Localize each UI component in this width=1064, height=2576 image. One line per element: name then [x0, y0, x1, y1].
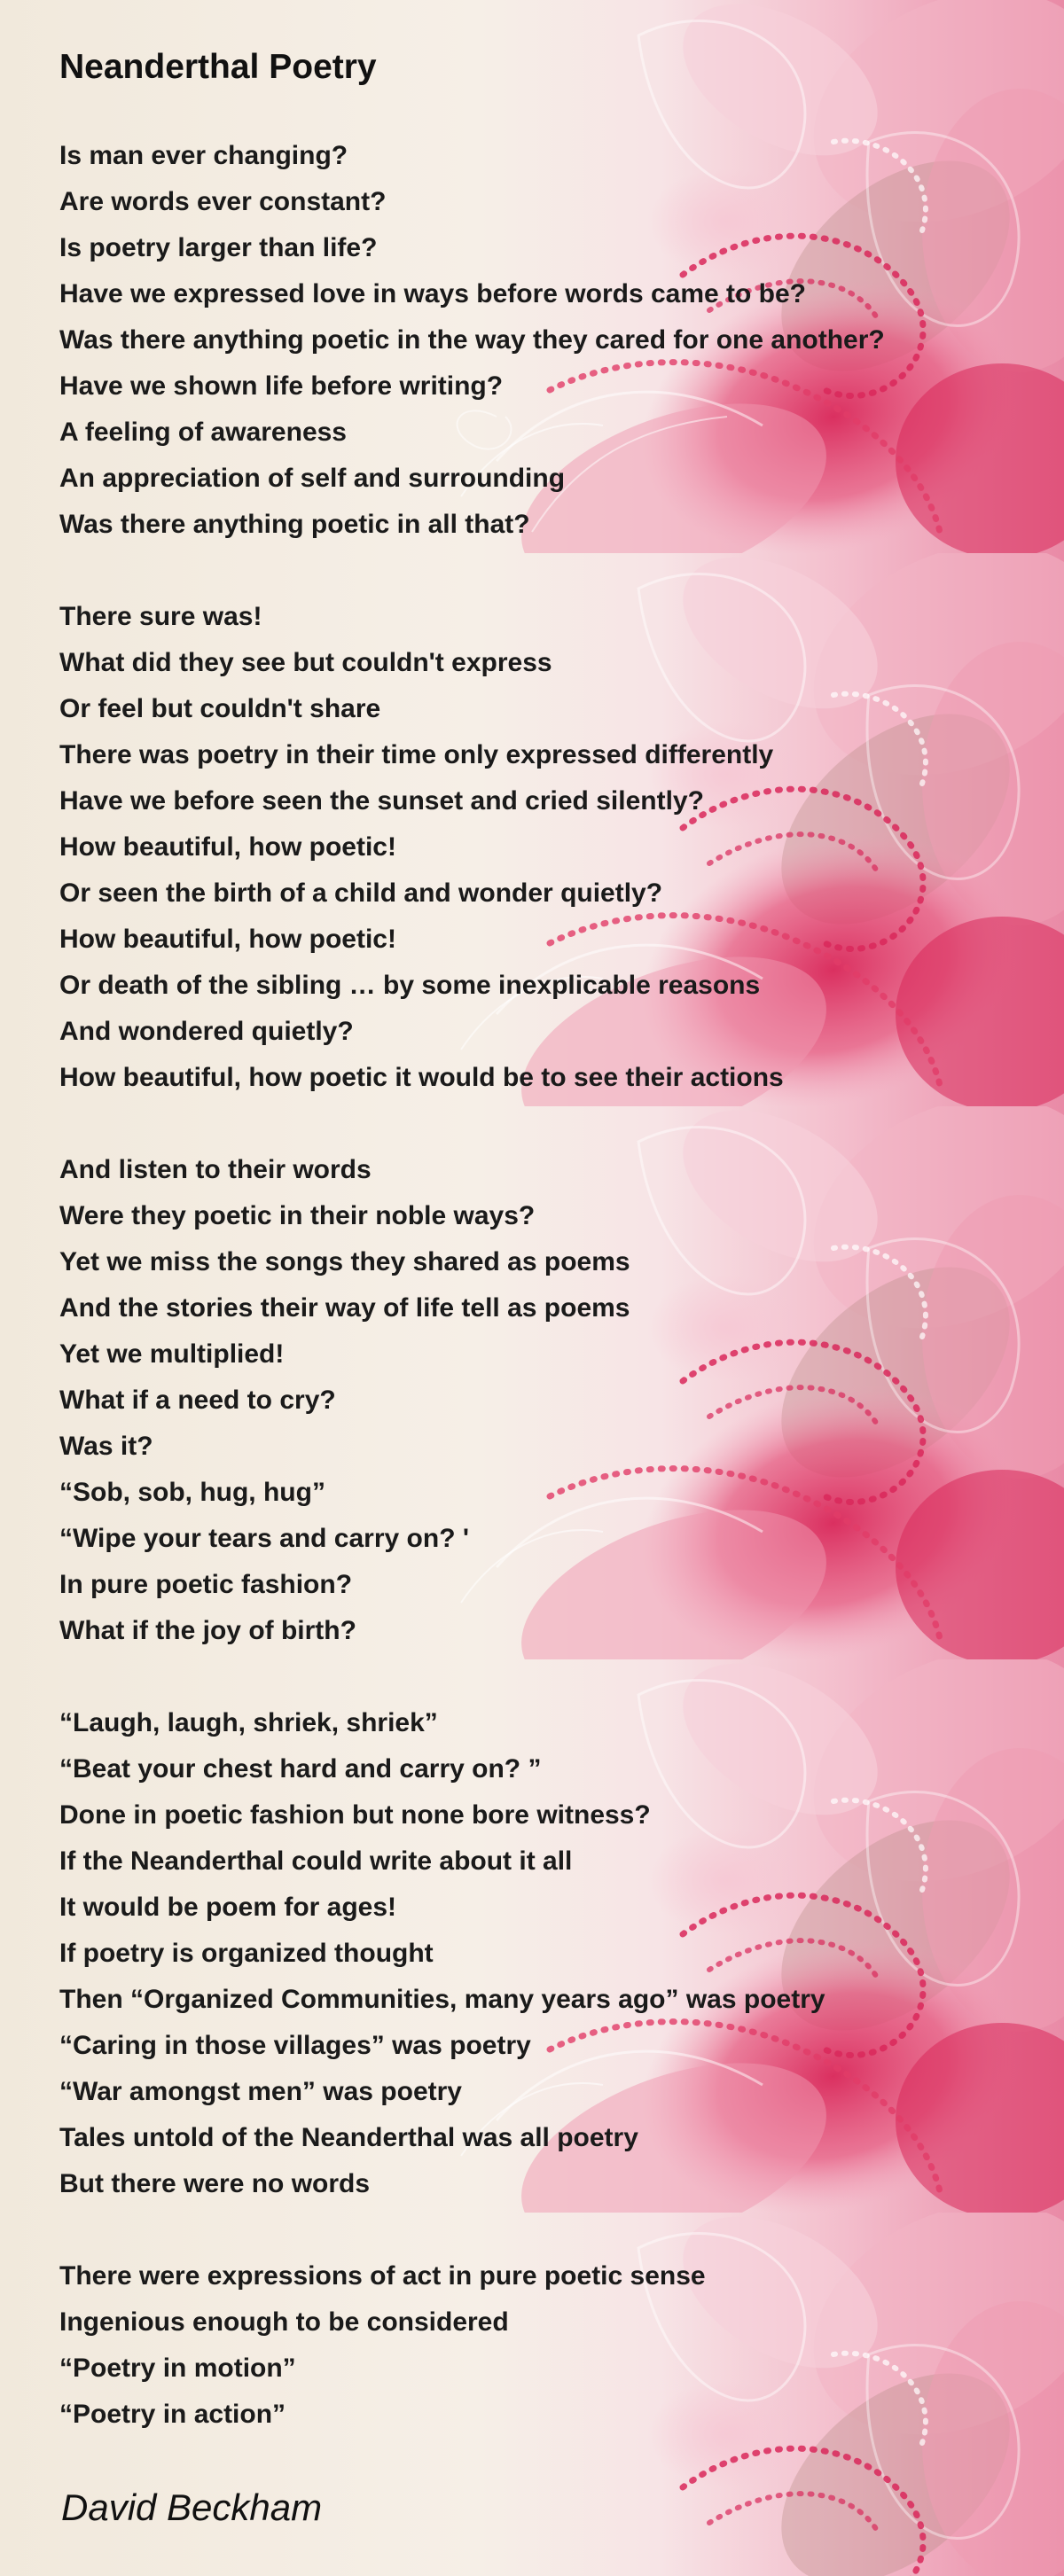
poem-line: In pure poetic fashion? [59, 1570, 353, 1599]
poem-line: “Laugh, laugh, shriek, shriek” [59, 1708, 438, 1737]
poem-line: “Caring in those villages” was poetry [59, 2031, 531, 2060]
poem-line: If the Neanderthal could write about it all [59, 1846, 573, 1876]
poem-line: “War amongst men” was poetry [59, 2077, 462, 2106]
poem-line: Or seen the birth of a child and wonder quietly? [59, 878, 663, 908]
poem-line: And the stories their way of life tell as poems [59, 1293, 630, 1323]
poem-line: What if the joy of birth? [59, 1616, 356, 1645]
poem-line: Is man ever changing? [59, 141, 348, 170]
poem-line: Is poetry larger than life? [59, 233, 378, 262]
stanza [59, 594, 784, 1101]
poem-line: Yet we miss the songs they shared as poems [59, 1247, 630, 1276]
poem-line: Have we expressed love in ways before words came to be? [59, 279, 807, 308]
poem-line: Ingenious enough to be considered [59, 2307, 509, 2337]
poem-line: Was there anything poetic in the way they cared for one another? [59, 325, 885, 355]
poem-line: Was there anything poetic in all that? [59, 510, 530, 539]
poem-line: What if a need to cry? [59, 1386, 336, 1415]
poem-line: Then “Organized Communities, many years ago” was poetry [59, 1985, 825, 2014]
poem-line: How beautiful, how poetic! [59, 925, 396, 954]
poem-line: Are words ever constant? [59, 187, 387, 216]
poem-line: It would be poem for ages! [59, 1893, 397, 1922]
poem-line: If poetry is organized thought [59, 1939, 434, 1968]
poem-line: What did they see but couldn't express [59, 648, 552, 677]
poem-line: Have we before seen the sunset and cried silently? [59, 786, 704, 816]
poem-line: “Wipe your tears and carry on? ' [59, 1524, 469, 1553]
poem-line: A feeling of awareness [59, 418, 347, 447]
poem-title: Neanderthal Poetry [59, 48, 377, 86]
poem-line: And listen to their words [59, 1155, 372, 1184]
poem-line: Have we shown life before writing? [59, 371, 504, 401]
poem-line: An appreciation of self and surrounding [59, 464, 566, 493]
poem-line: There was poetry in their time only expressed differently [59, 740, 774, 769]
poem-line: There sure was! [59, 602, 262, 631]
poem-line: There were expressions of act in pure poetic sense [59, 2261, 706, 2291]
poem-line: But there were no words [59, 2169, 371, 2198]
poem-line: “Poetry in action” [59, 2400, 286, 2429]
poem-line: Was it? [59, 1432, 153, 1461]
stanza [59, 1147, 630, 1654]
stanza [59, 2253, 706, 2438]
poem-line: “Poetry in motion” [59, 2354, 296, 2383]
poem-line: Yet we multiplied! [59, 1339, 285, 1369]
poem-line: Or death of the sibling … by some inexplicable reasons [59, 971, 761, 1000]
poem-line: “Beat your chest hard and carry on? ” [59, 1754, 542, 1784]
stanza [59, 1700, 825, 2207]
poem-line: Tales untold of the Neanderthal was all poetry [59, 2123, 638, 2152]
poem-line: Done in poetic fashion but none bore witness? [59, 1800, 651, 1830]
poem-line: How beautiful, how poetic! [59, 832, 396, 862]
poem-author: David Beckham [61, 2486, 323, 2528]
poem-line: Or feel but couldn't share [59, 694, 381, 723]
poem-line: Were they poetic in their noble ways? [59, 1201, 536, 1230]
poem-line: And wondered quietly? [59, 1017, 354, 1046]
poem-line: “Sob, sob, hug, hug” [59, 1478, 325, 1507]
stanza [59, 133, 885, 548]
poem-line: How beautiful, how poetic it would be to see their actions [59, 1063, 784, 1092]
